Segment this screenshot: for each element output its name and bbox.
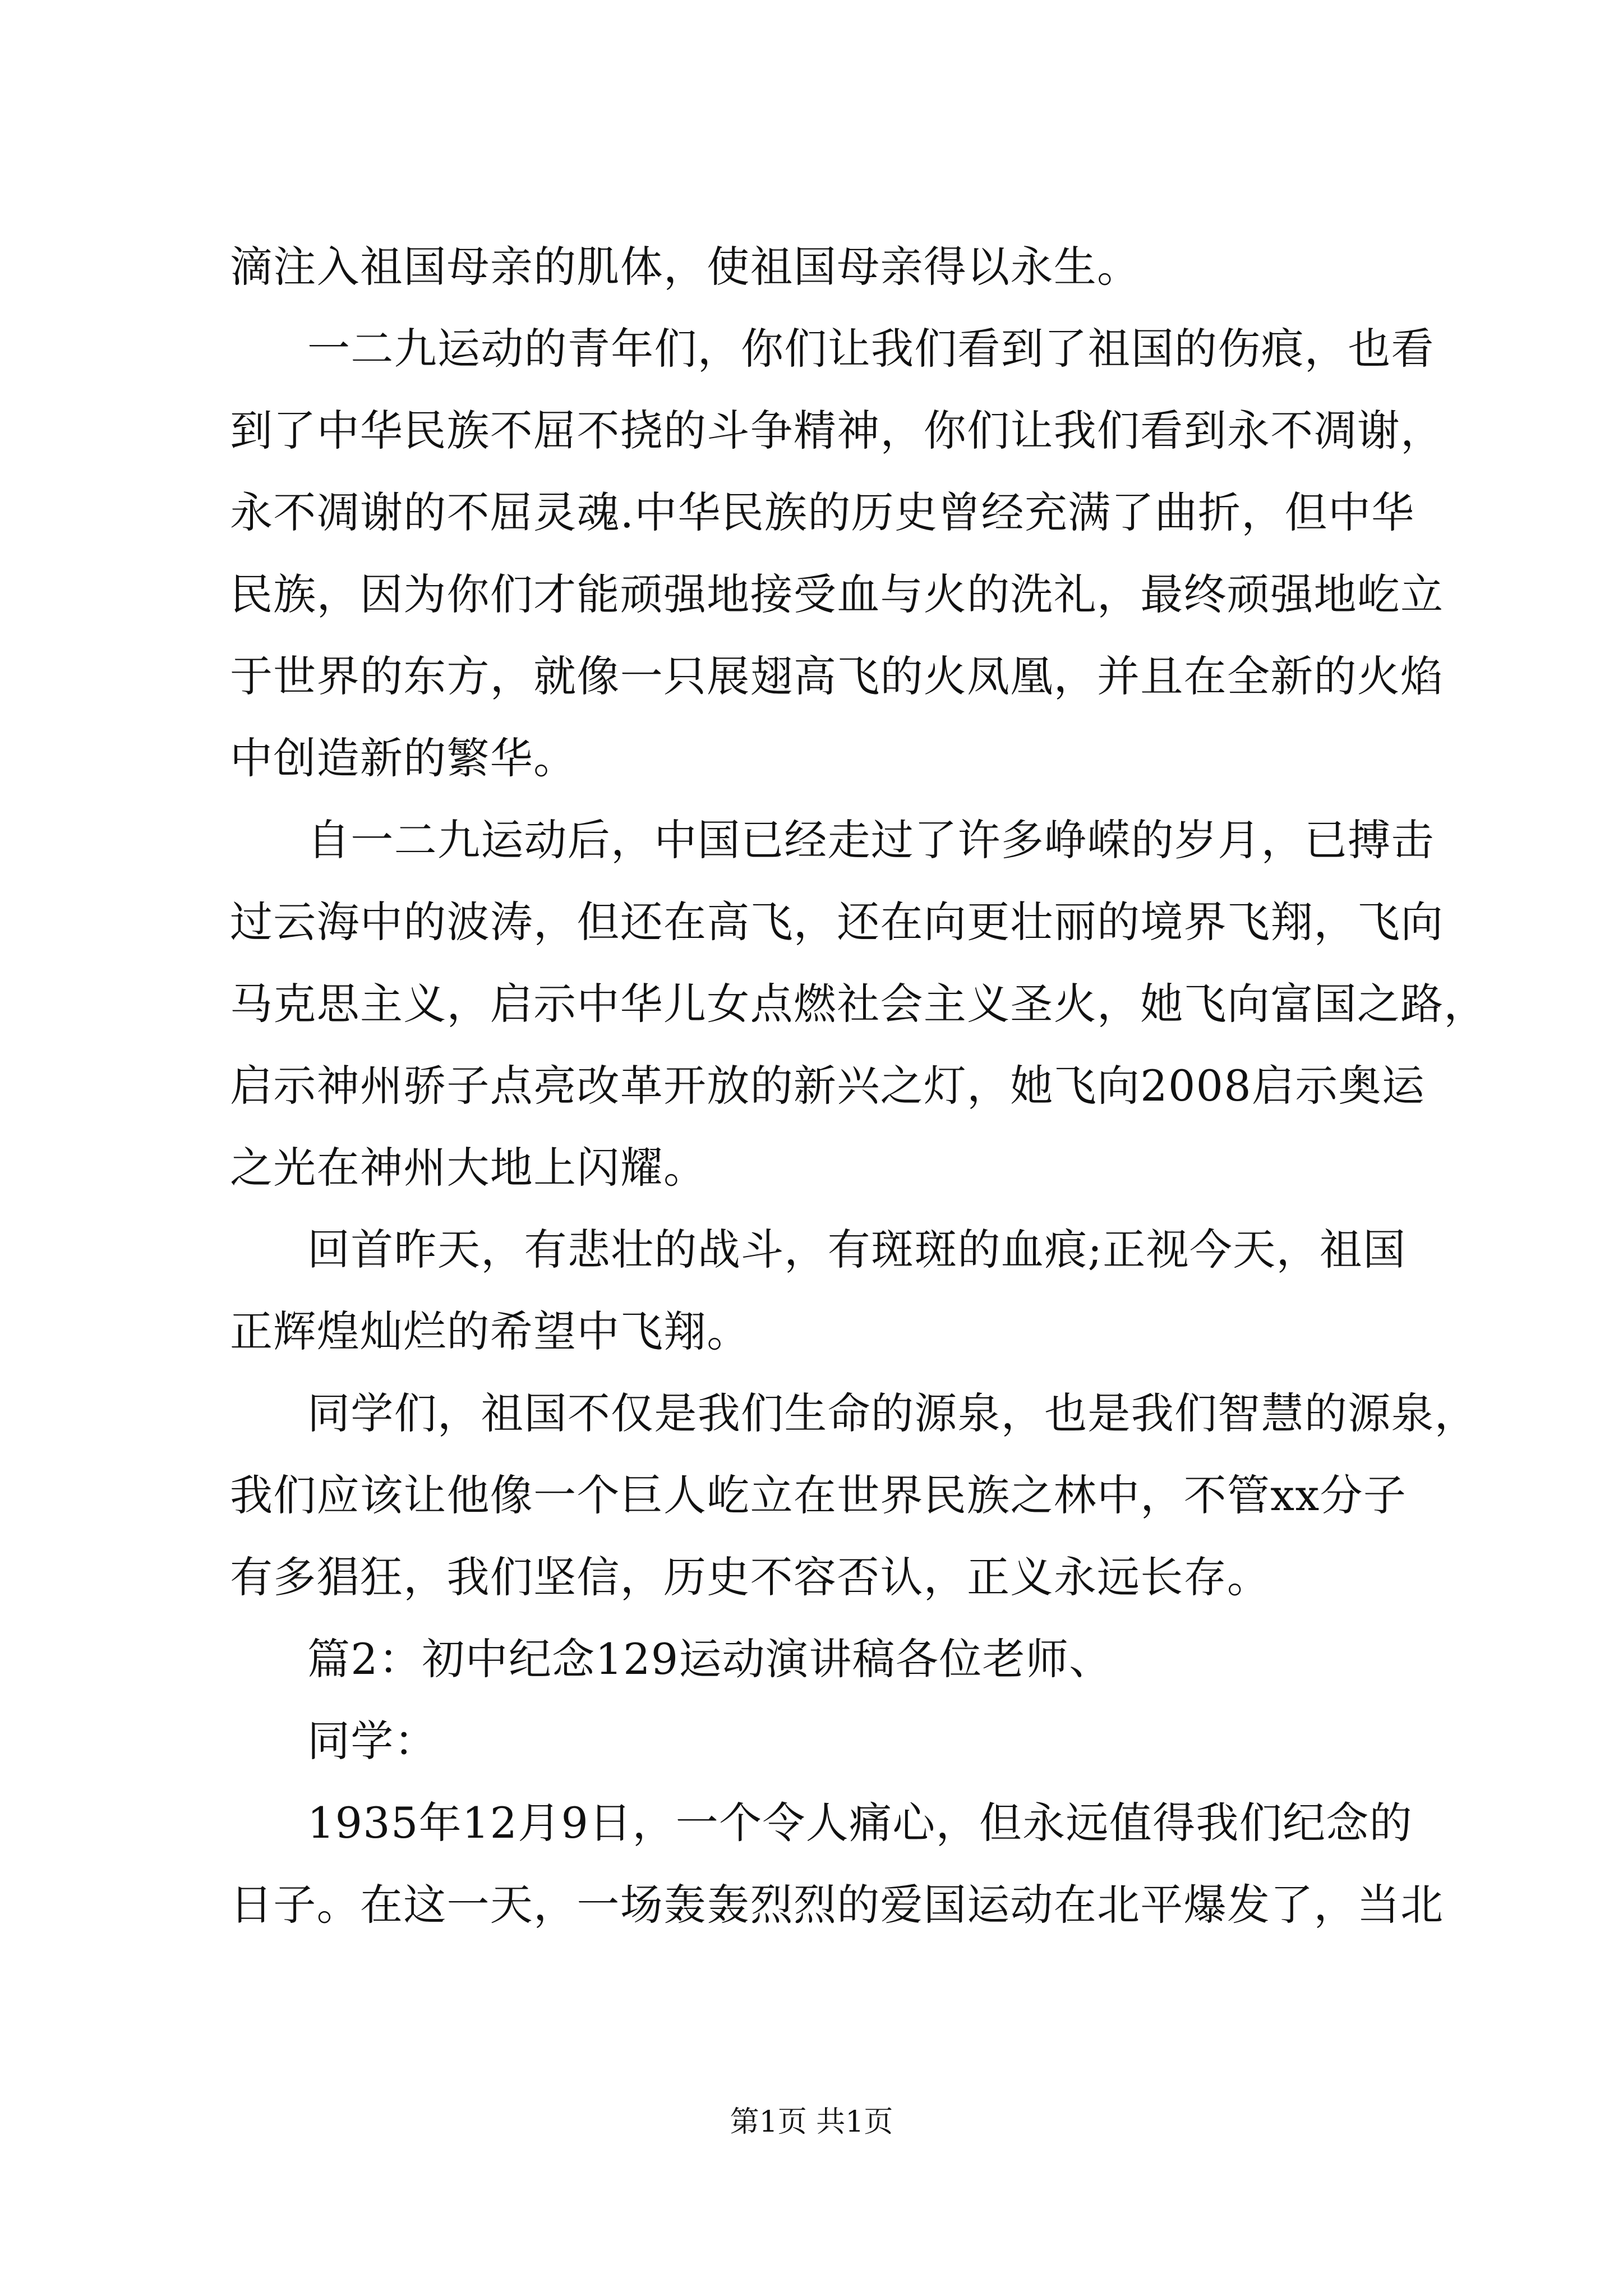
text-line: 日子。在这一天，一场轰轰烈烈的爱国运动在北平爆发了，当北 bbox=[230, 1880, 1444, 1930]
text-line: 启示神州骄子点亮改革开放的新兴之灯，她飞向2008启示奥运 bbox=[230, 1061, 1426, 1111]
text-line: 自一二九运动后，中国已经走过了许多峥嵘的岁月，已搏击 bbox=[307, 815, 1435, 865]
text-line: 1935年12月9日，一个令人痛心，但永远值得我们纪念的 bbox=[307, 1798, 1413, 1848]
text-line: 我们应该让他像一个巨人屹立在世界民族之林中，不管xx分子 bbox=[230, 1470, 1407, 1520]
text-line: 到了中华民族不屈不挠的斗争精神，你们让我们看到永不凋谢， bbox=[230, 406, 1444, 455]
text-line: 有多猖狂，我们坚信，历史不容否认，正义永远长存。 bbox=[230, 1552, 1271, 1602]
text-line: 篇2：初中纪念129运动演讲稿各位老师、 bbox=[307, 1634, 1113, 1684]
text-line: 同学： bbox=[307, 1716, 437, 1766]
text-line: 滴注入祖国母亲的肌体，使祖国母亲得以永生。 bbox=[230, 242, 1141, 292]
text-line: 同学们，祖国不仅是我们生命的源泉，也是我们智慧的源泉， bbox=[307, 1388, 1478, 1438]
text-line: 中创造新的繁华。 bbox=[230, 733, 577, 783]
text-line: 正辉煌灿烂的希望中飞翔。 bbox=[230, 1306, 750, 1356]
text-line: 一二九运动的青年们，你们让我们看到了祖国的伤痕，也看 bbox=[307, 324, 1435, 374]
text-line: 民族，因为你们才能顽强地接受血与火的洗礼，最终顽强地屹立 bbox=[230, 569, 1444, 619]
text-line: 过云海中的波涛，但还在高飞，还在向更壮丽的境界飞翔，飞向 bbox=[230, 897, 1444, 947]
page-number-footer: 第1页 共1页 bbox=[730, 2105, 893, 2139]
text-line: 之光在神州大地上闪耀。 bbox=[230, 1143, 707, 1193]
text-line: 永不凋谢的不屈灵魂.中华民族的历史曾经充满了曲折，但中华 bbox=[230, 487, 1415, 537]
text-line: 回首昨天，有悲壮的战斗，有斑斑的血痕;正视今天，祖国 bbox=[307, 1225, 1407, 1274]
text-line: 于世界的东方，就像一只展翅高飞的火凤凰，并且在全新的火焰 bbox=[230, 651, 1444, 701]
text-line: 马克思主义，启示中华儿女点燃社会主义圣火，她飞向富国之路， bbox=[230, 979, 1487, 1029]
